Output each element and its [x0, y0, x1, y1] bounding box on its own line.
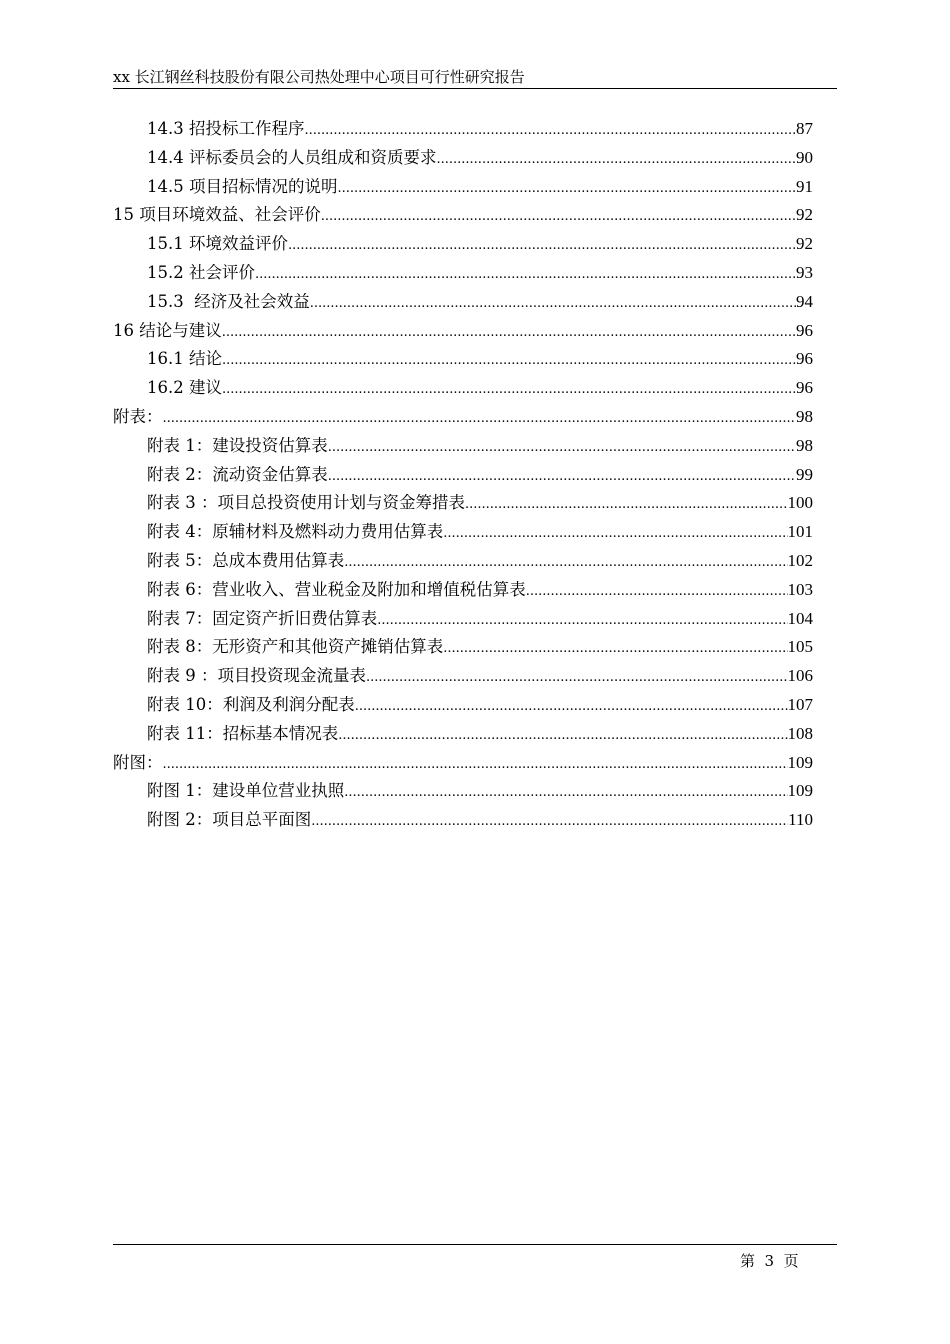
toc-entry-page-number: 107	[787, 694, 813, 714]
toc-entry-label: 附表 5：总成本费用估算表	[147, 550, 345, 570]
toc-dot-leader	[163, 749, 788, 778]
toc-entry-label: 14.4 评标委员会的人员组成和资质要求	[147, 147, 437, 167]
toc-entry[interactable]	[113, 547, 813, 576]
toc-entry[interactable]	[113, 720, 813, 749]
toc-entry-page-number: 109	[787, 781, 813, 801]
toc-entry-label: 附表：	[113, 406, 163, 426]
toc-entry-label: 附图 2：项目总平面图	[147, 810, 312, 830]
toc-entry-label: 16.1 结论	[147, 349, 222, 369]
toc-entry[interactable]	[113, 403, 813, 432]
toc-entry[interactable]	[113, 288, 813, 317]
toc-dot-leader	[338, 720, 787, 749]
toc-entry[interactable]	[113, 144, 813, 173]
toc-dot-leader	[344, 547, 787, 576]
toc-dot-leader	[310, 288, 796, 317]
toc-entry-label: 附表 4：原辅材料及燃料动力费用估算表	[147, 522, 444, 542]
toc-entry-page-number: 90	[796, 147, 813, 167]
toc-entry[interactable]	[113, 461, 813, 490]
page-number: 第 3 页	[740, 1252, 799, 1270]
toc-entry[interactable]	[113, 173, 813, 202]
toc-entry-label: 附表 7：固定资产折旧费估算表	[147, 608, 378, 628]
toc-entry[interactable]	[113, 489, 813, 518]
toc-entry-page-number: 98	[796, 435, 813, 455]
toc-entry[interactable]	[113, 345, 813, 374]
toc-dot-leader	[222, 374, 796, 403]
toc-entry-page-number: 99	[796, 464, 813, 484]
toc-dot-leader	[311, 806, 788, 835]
toc-entry-label: 15.3 经济及社会效益	[147, 291, 310, 311]
toc-entry[interactable]	[113, 518, 813, 547]
toc-entry[interactable]	[113, 691, 813, 720]
toc-entry-page-number: 104	[787, 608, 813, 628]
toc-dot-leader	[344, 777, 787, 806]
toc-dot-leader	[222, 317, 796, 346]
toc-entry-page-number: 91	[796, 176, 813, 196]
toc-entry-label: 14.5 项目招标情况的说明	[147, 176, 338, 196]
toc-entry-label: 附表 10：利润及利润分配表	[147, 694, 355, 714]
toc-entry[interactable]	[113, 749, 813, 778]
toc-entry[interactable]	[113, 806, 813, 835]
toc-entry[interactable]	[113, 230, 813, 259]
toc-entry-page-number: 100	[787, 493, 813, 513]
toc-dot-leader	[436, 144, 796, 173]
toc-entry-page-number: 109	[787, 752, 813, 772]
page-header	[113, 66, 837, 89]
toc-entry-page-number: 101	[787, 522, 813, 542]
toc-entry-page-number: 96	[796, 349, 813, 369]
toc-dot-leader	[328, 461, 796, 490]
toc-dot-leader	[366, 662, 788, 691]
toc-entry-page-number: 92	[796, 205, 813, 225]
toc-dot-leader	[222, 345, 796, 374]
toc-entry[interactable]	[113, 432, 813, 461]
toc-dot-leader	[337, 173, 796, 202]
toc-entry-page-number: 87	[796, 119, 813, 138]
toc-entry[interactable]	[113, 201, 813, 230]
toc-entry-page-number: 106	[787, 666, 813, 686]
toc-dot-leader	[288, 230, 796, 259]
toc-entry[interactable]	[113, 374, 813, 403]
toc-entry-page-number: 92	[796, 234, 813, 254]
toc-entry-label: 附表 3 ：项目总投资使用计划与资金筹措表	[147, 493, 465, 513]
toc-dot-leader	[526, 576, 788, 605]
toc-dot-leader	[321, 201, 796, 230]
toc-entry[interactable]	[113, 777, 813, 806]
toc-entry-page-number: 98	[796, 406, 813, 426]
toc-entry-label: 附表 9 ：项目投资现金流量表	[147, 666, 366, 686]
table-of-contents	[113, 115, 813, 835]
toc-entry-page-number: 108	[787, 723, 813, 743]
toc-entry-label: 附表 11：招标基本情况表	[147, 723, 339, 743]
toc-entry[interactable]	[113, 115, 813, 144]
toc-entry-label: 附表 8：无形资产和其他资产摊销估算表	[147, 637, 444, 657]
toc-entry-label: 15 项目环境效益、社会评价	[113, 205, 321, 225]
header-title: xx 长江钢丝科技股份有限公司热处理中心项目可行性研究报告	[113, 68, 525, 86]
toc-entry-page-number: 96	[796, 320, 813, 340]
toc-dot-leader	[443, 518, 787, 547]
toc-entry[interactable]	[113, 662, 813, 691]
toc-entry-label: 附图：	[113, 752, 163, 772]
toc-entry-label: 附表 6：营业收入、营业税金及附加和增值税估算表	[147, 579, 526, 599]
toc-entry-page-number: 105	[787, 637, 813, 657]
toc-entry[interactable]	[113, 633, 813, 662]
toc-dot-leader	[328, 432, 796, 461]
footer-divider	[113, 1244, 837, 1245]
toc-entry-label: 16 结论与建议	[113, 320, 222, 340]
toc-entry-page-number: 102	[787, 550, 813, 570]
toc-entry[interactable]	[113, 605, 813, 634]
toc-dot-leader	[465, 489, 788, 518]
toc-entry-page-number: 110	[788, 810, 813, 830]
toc-dot-leader	[355, 691, 788, 720]
toc-entry-label: 附图 1：建设单位营业执照	[147, 781, 345, 801]
toc-dot-leader	[443, 633, 787, 662]
toc-dot-leader	[304, 115, 796, 144]
toc-entry-page-number: 94	[796, 291, 813, 311]
toc-dot-leader	[255, 259, 796, 288]
toc-entry-label: 15.1 环境效益评价	[147, 234, 288, 254]
toc-entry[interactable]	[113, 576, 813, 605]
toc-entry[interactable]	[113, 317, 813, 346]
toc-entry-page-number: 93	[796, 262, 813, 282]
toc-entry-label: 15.2 社会评价	[147, 262, 255, 282]
toc-dot-leader	[377, 605, 787, 634]
toc-entry[interactable]	[113, 259, 813, 288]
toc-entry-page-number: 103	[787, 579, 813, 599]
toc-entry-label: 附表 1：建设投资估算表	[147, 435, 328, 455]
toc-entry-label: 16.2 建议	[147, 378, 222, 398]
toc-entry-label: 附表 2：流动资金估算表	[147, 464, 328, 484]
toc-entry-label: 14.3 招投标工作程序	[147, 119, 305, 138]
toc-entry-page-number: 96	[796, 378, 813, 398]
toc-dot-leader	[163, 403, 797, 432]
